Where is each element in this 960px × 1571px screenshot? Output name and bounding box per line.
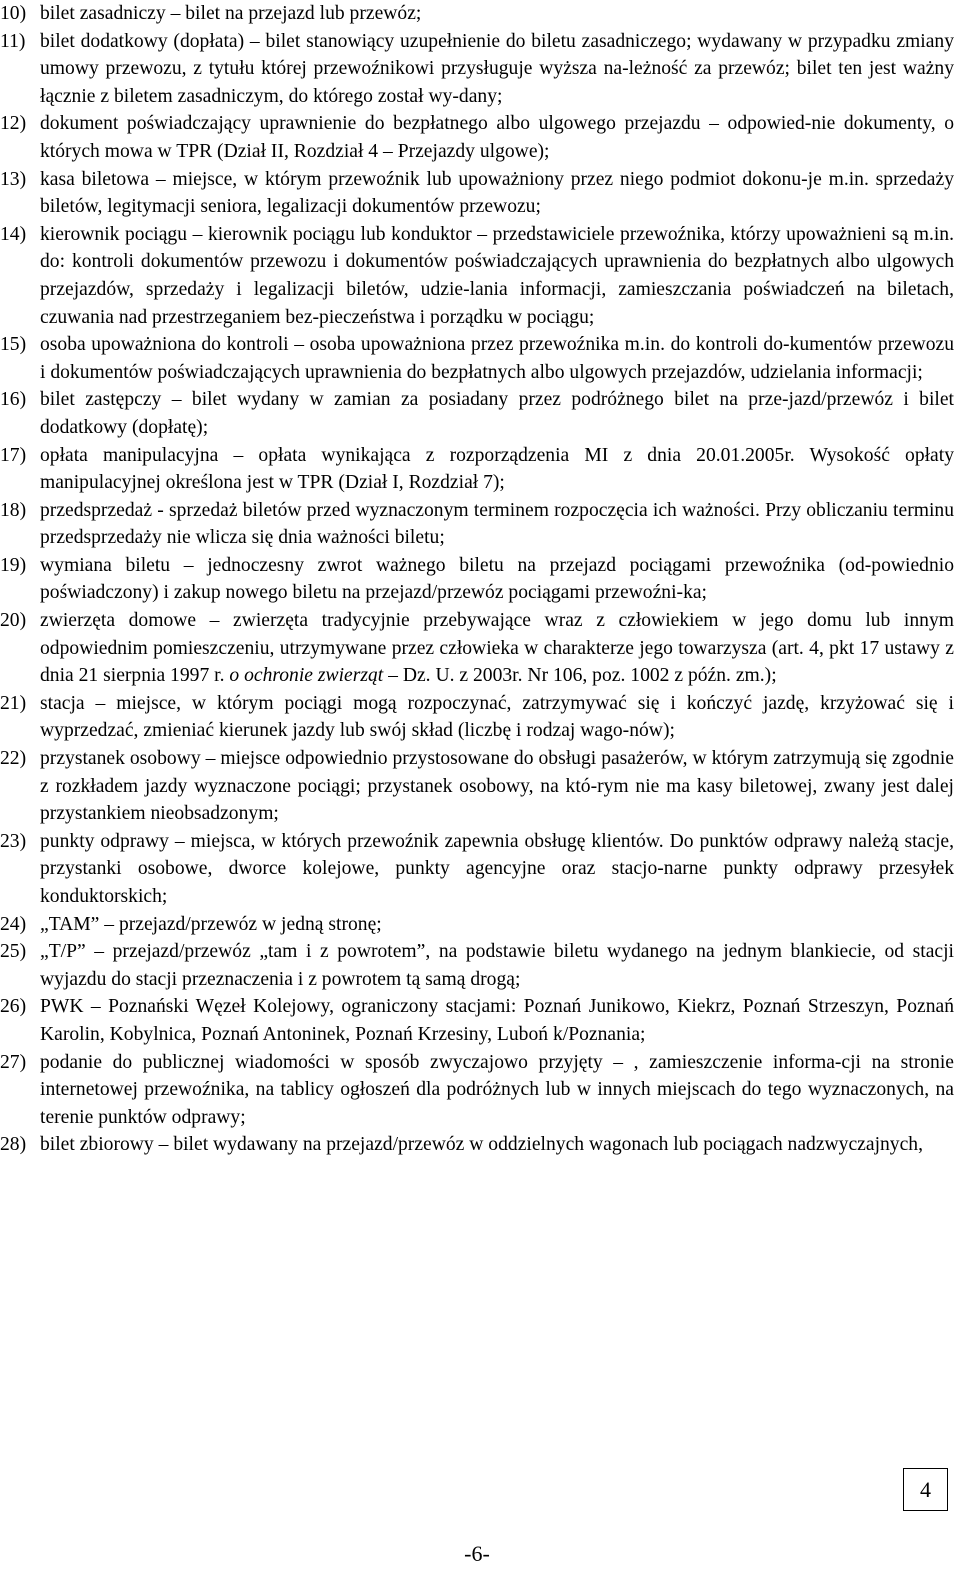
item-text: „T/P” – przejazd/przewóz „tam i z powrotem”, na podstawie biletu wydanego na jednym blankiecie, od stacji wyjazdu do stacji przeznaczenia i z powrotem tą samą drogą; bbox=[40, 941, 954, 990]
item-text: bilet zastępczy – bilet wydany w zamian za posiadany przez podróżnego bilet na prze-​jazd/przewóz i bilet dodatkowy (dopłatę); bbox=[40, 389, 954, 438]
item-number: 23) bbox=[0, 830, 27, 852]
item-text: przystanek osobowy – miejsce odpowiednio przystosowane do obsługi pasażerów, w którym zatrzymują się zgodnie z rozkładem jazdy wyznaczone pociągi; przystanek osobowy, na któ-​rym nie ma kasy biletowej, zwany jest dalej przystankiem nieobsadzonym; bbox=[40, 748, 954, 825]
item-number: 15) bbox=[0, 334, 27, 356]
list-item bbox=[0, 552, 954, 607]
item-text: przedsprzedaż - sprzedaż biletów przed wyznaczonym terminem rozpoczęcia ich ważności. Przy obliczaniu terminu przedsprzedaży nie wlicza się dnia ważności biletu; bbox=[40, 499, 954, 549]
item-text: osoba upoważniona do kontroli – osoba upoważniona przez przewoźnika m.in. do kontroli do-​kumentów przewozu i dokumentów poświadczających uprawnienia do bezpłatnych albo ulgowych przejazdów, udzielania informacji; bbox=[40, 334, 954, 383]
list-item bbox=[0, 911, 954, 939]
item-text: kierownik pociągu – kierownik pociągu lub konduktor – przedstawiciele przewoźnika, którzy upoważnieni są m.in. do: kontroli dokumentów przewozu i dokumentów poświadczających uprawnienia do bezpłatnych albo ulgowych przejazdów, sprzedaży i legalizacji biletów, udzie-​lania informacji, zamieszczania poświadczeń na biletach, czuwania nad przestrzeganiem bez-​pieczeństwa i porządku w pociągu; bbox=[40, 223, 954, 328]
item-text: stacja – miejsce, w którym pociągi mogą rozpoczynać, zatrzymywać się i kończyć jazdę, krzyżować się i wyprzedzać, zmieniać kierunek jazdy lub swój skład (liczbę i rodzaj wago-​nów); bbox=[40, 692, 954, 742]
item-text: kasa biletowa – miejsce, w którym przewoźnik lub upoważniony przez niego podmiot dokonu-​je m.in. sprzedaży biletów, legitymacji seniora, legalizacji dokumentów przewozu; bbox=[40, 168, 954, 218]
item-text: punkty odprawy – miejsca, w których przewoźnik zapewnia obsługę klientów. Do punktów odprawy należą stacje, przystanki osobowe, dworce kolejowe, punkty agencyjne oraz stacjo-​narne punkty odprawy przesyłek konduktorskich; bbox=[40, 830, 954, 907]
item-number: 21) bbox=[0, 692, 27, 714]
item-number: 22) bbox=[0, 748, 27, 770]
item-number: 11) bbox=[0, 30, 26, 52]
item-number: 28) bbox=[0, 1134, 27, 1156]
item-number: 12) bbox=[0, 113, 27, 135]
item-text: dokument poświadczający uprawnienie do bezpłatnego albo ulgowego przejazdu – odpowied-​nie dokumenty, o których mowa w TPR (Dział II, Rozdział 4 – Przejazdy ulgowe); bbox=[40, 113, 954, 162]
list-item bbox=[0, 110, 954, 165]
list-item bbox=[0, 690, 954, 745]
item-text-after: – Dz. U. z 2003r. Nr 106, poz. 1002 z późn. zm.); bbox=[383, 665, 777, 687]
list-item bbox=[0, 166, 954, 221]
item-number: 16) bbox=[0, 389, 27, 411]
item-text: podanie do publicznej wiadomości w sposób zwyczajowo przyjęty – , zamieszczenie informa-​cji na stronie internetowej przewoźnika, na tablicy ogłoszeń dla podróżnych lub w innych miejscach do tego wyznaczonych, na terenie punktów odprawy; bbox=[40, 1051, 954, 1128]
item-text: „TAM” – przejazd/przewóz w jedną stronę; bbox=[40, 913, 382, 935]
item-text: wymiana biletu – jednoczesny zwrot ważnego biletu na przejazd pociągami przewoźnika (od-​powiednio poświadczony) i zakup nowego biletu na przejazd/przewóz pociągami przewoźni-​ka; bbox=[40, 554, 954, 604]
item-number: 27) bbox=[0, 1051, 27, 1073]
item-number: 20) bbox=[0, 610, 27, 632]
list-item bbox=[0, 221, 954, 331]
item-text: PWK – Poznański Węzeł Kolejowy, ograniczony stacjami: Poznań Junikowo, Kiekrz, Poznań Strzeszyn, Poznań Karolin, Kobylnica, Poznań Antoninek, Poznań Krzesiny, Luboń k/Poznania; bbox=[40, 996, 954, 1045]
item-number: 13) bbox=[0, 168, 27, 190]
list-item bbox=[0, 828, 954, 911]
item-number: 24) bbox=[0, 913, 27, 935]
item-text: bilet dodatkowy (dopłata) – bilet stanowiący uzupełnienie do biletu zasadniczego; wydawany w przypadku zmiany umowy przewozu, z tytułu której przewoźnikowi przysługuje wyższa na-​leżność za przewóz; bilet ten jest ważny łącznie z biletem zasadniczym, do którego został wy-​dany; bbox=[40, 30, 954, 107]
list-item bbox=[0, 28, 954, 111]
item-text: opłata manipulacyjna – opłata wynikająca z rozporządzenia MI z dnia 20.01.2005r. Wysokość opłaty manipulacyjnej określona jest w TPR (Dział I, Rozdział 7); bbox=[40, 444, 954, 494]
list-item bbox=[0, 607, 954, 690]
list-item bbox=[0, 442, 954, 497]
item-text: bilet zbiorowy – bilet wydawany na przejazd/przewóz w oddzielnych wagonach lub pociągach nadzwyczajnych, bbox=[40, 1134, 924, 1156]
list-item bbox=[0, 497, 954, 552]
list-item bbox=[0, 331, 954, 386]
item-number: 17) bbox=[0, 444, 27, 466]
item-number: 18) bbox=[0, 499, 27, 521]
list-item bbox=[0, 1049, 954, 1132]
item-number: 14) bbox=[0, 223, 27, 245]
item-text bbox=[40, 607, 954, 690]
boxed-number: 4 bbox=[903, 1468, 948, 1511]
item-number: 26) bbox=[0, 996, 27, 1018]
page-number: -6- bbox=[464, 1541, 490, 1566]
item-text-before: zwierzęta domowe – zwierzęta tradycyjnie przebywające wraz z człowiekiem w jego domu lub innym odpowiednim pomieszczeniu, utrzymywane przez człowieka w charakterze jego towarzysza (art. 4, pkt 17 ustawy z dnia 21 sierpnia 1997 r. bbox=[40, 610, 954, 687]
list-item bbox=[0, 745, 954, 828]
list-item bbox=[0, 938, 954, 993]
item-text: bilet zasadniczy – bilet na przejazd lub przewóz; bbox=[40, 3, 422, 24]
list-item bbox=[0, 0, 954, 28]
item-number: 19) bbox=[0, 554, 27, 576]
item-number: 10) bbox=[0, 3, 27, 24]
list-item bbox=[0, 993, 954, 1048]
item-number: 25) bbox=[0, 941, 27, 963]
list-item bbox=[0, 1131, 954, 1159]
item-text-italic: o ochronie zwierząt bbox=[229, 665, 384, 687]
list-item bbox=[0, 386, 954, 441]
